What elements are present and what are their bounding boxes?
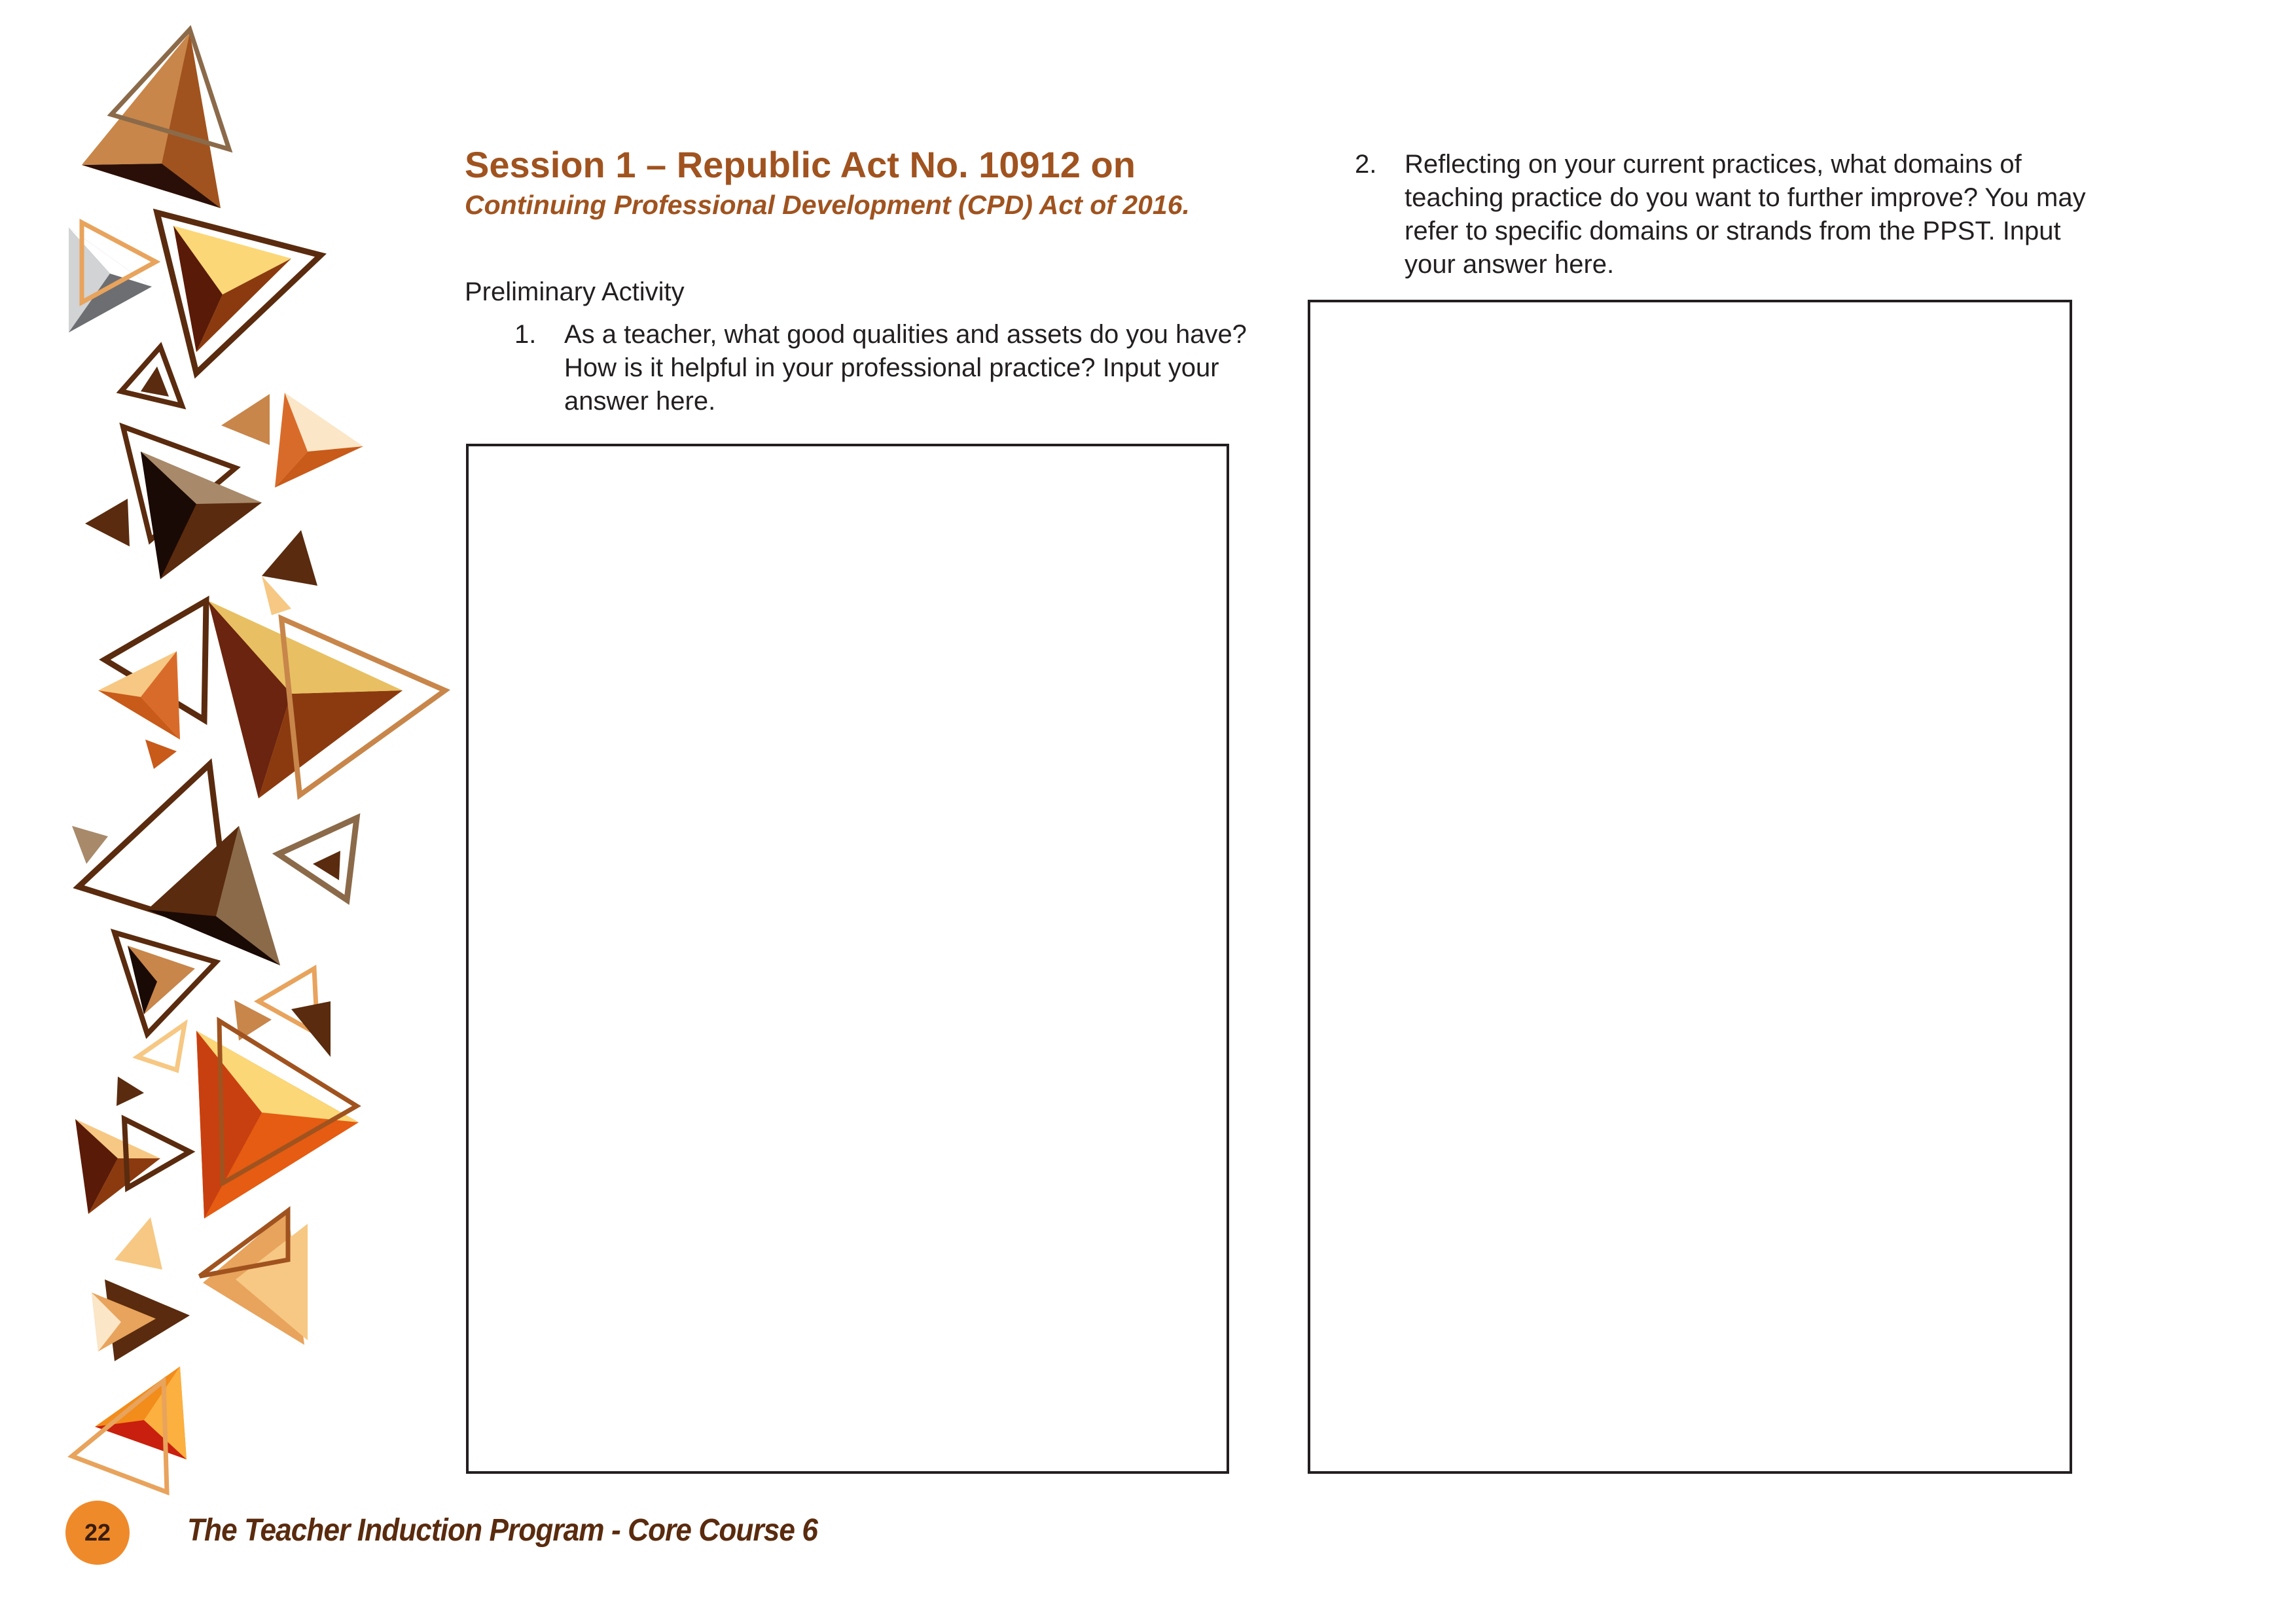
question-text: Reflecting on your current practices, what domains of teaching practice do you want to further improve? You may refer to specific domains or strands from the PPST. Input your answer here. [1405,150,2086,279]
footer-title: The Teacher Induction Program - Core Course 6 [187,1513,818,1548]
triangle-cluster-11 [278,818,357,900]
triangle-cluster-9 [98,601,206,769]
question-text: As a teacher, what good qualities and assets do you have? How is it helpful in your professional practice? Input your answer here. [564,320,1247,416]
triangle-cluster-8 [208,601,445,798]
triangle-cluster-6 [85,427,262,579]
triangle-cluster-17 [92,1279,190,1361]
triangle-cluster-4 [121,347,182,406]
triangle-cluster-18 [72,1366,187,1492]
triangle-cluster-12 [115,933,216,1034]
session-title: Session 1 – Republic Act No. 10912 on [465,144,1136,185]
activity-label: Preliminary Activity [465,277,685,306]
question-number: 1. [514,320,537,349]
triangle-cluster-14 [196,1021,359,1219]
triangle-cluster-5 [221,393,363,488]
answer-box-2[interactable] [1308,300,2072,1474]
triangle-cluster-10 [72,764,280,965]
session-subtitle: Continuing Professional Development (CPD) Act of 2016. [465,190,1190,220]
answer-box-1[interactable] [466,444,1229,1474]
question-number: 2. [1355,150,1377,179]
triangle-cluster-15 [75,1077,190,1214]
triangle-cluster-1 [82,29,229,208]
decorative-triangles [0,0,458,1505]
triangle-cluster-3 [157,213,321,373]
triangle-cluster-2 [69,223,156,332]
triangle-cluster-7 [262,530,317,615]
page-number-badge: 22 [65,1501,130,1565]
